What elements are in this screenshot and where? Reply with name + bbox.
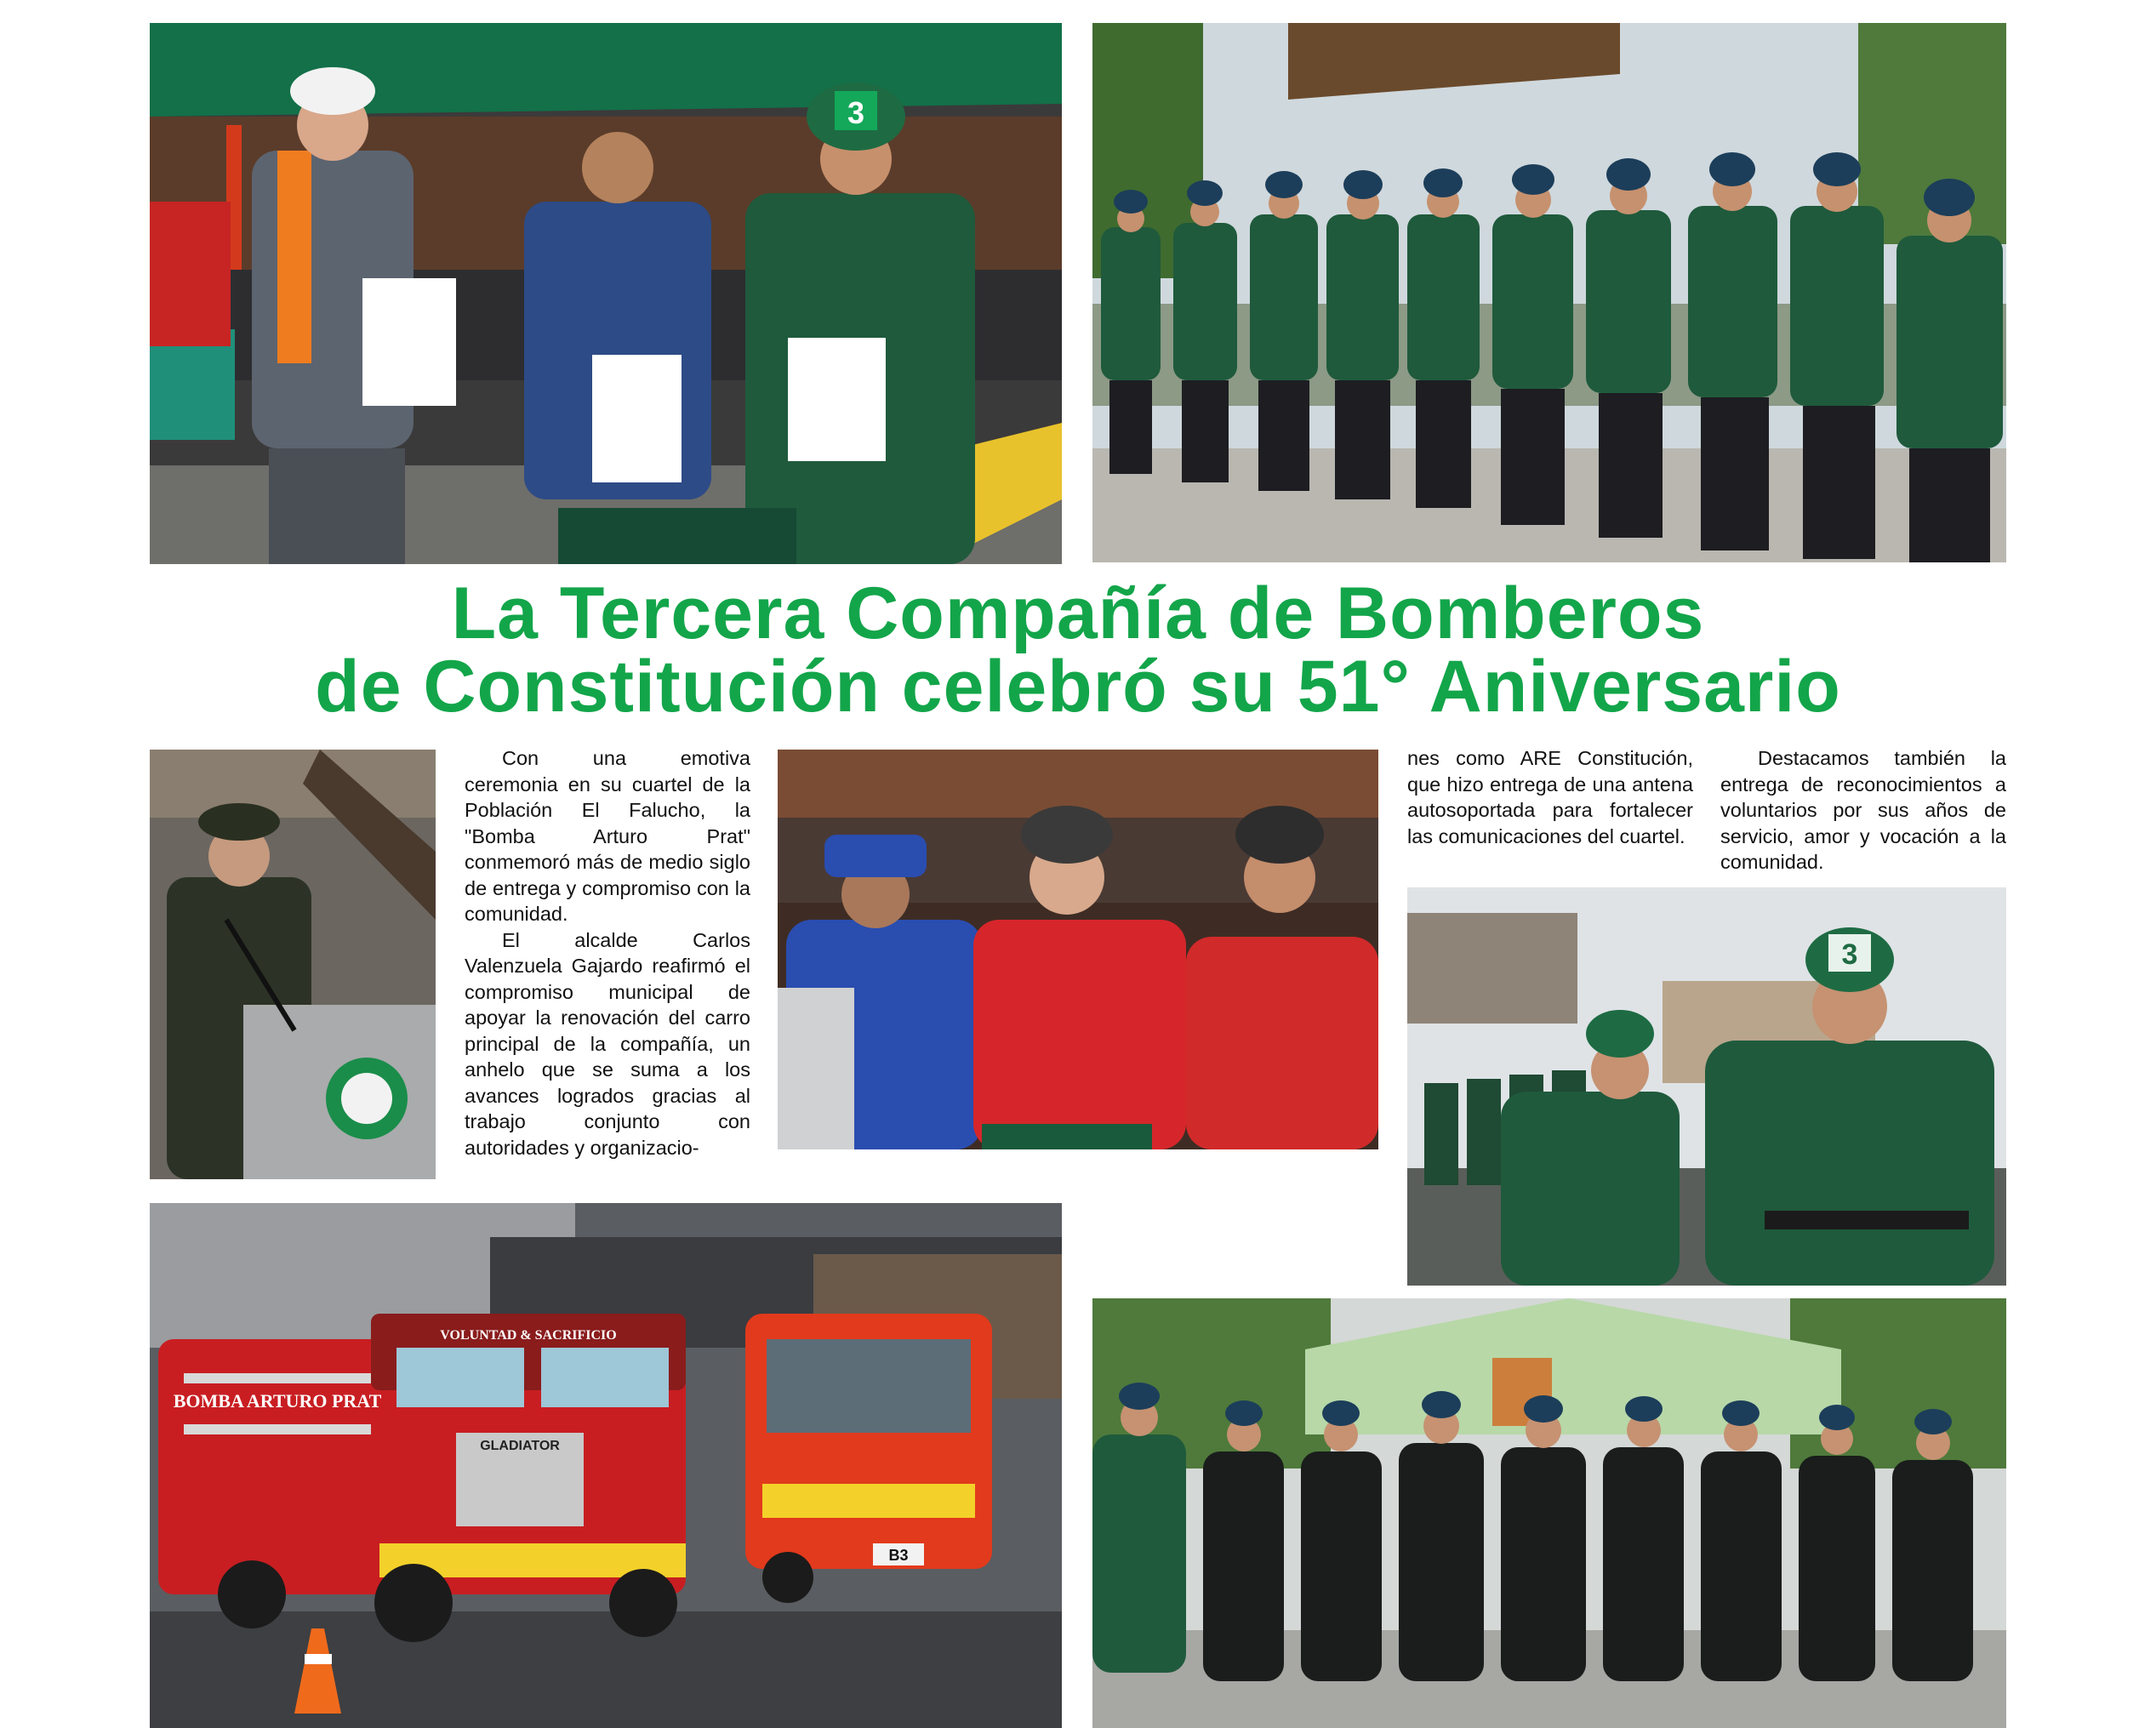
column-3-paragraph-1: Destacamos también la entrega de reconocimientos a voluntarios por sus años de servicio, amor y vocación a la comunidad. xyxy=(1720,747,2006,873)
photo-young-cadets xyxy=(1092,1298,2006,1728)
photo-saluting-officers xyxy=(1407,887,2006,1286)
article-column-2 xyxy=(1407,745,1693,849)
photo-firefighters-formation xyxy=(1092,23,2006,562)
helmet-number-text: 3 xyxy=(847,95,865,130)
column-1-paragraph-2: El alcalde Carlos Valenzuela Gajardo reafirmó el compromiso municipal de apoyar la renovación del carro principal de la compañía, un anhelo que se suma a los avances logrados gracias al trabajo conjunto con autoridades y organizacio- xyxy=(465,928,750,1159)
article-column-1 xyxy=(465,745,750,1161)
truck-plate-text: B3 xyxy=(888,1547,909,1564)
truck-banner-text: VOLUNTAD & SACRIFICIO xyxy=(440,1328,617,1343)
headline-line-2: de Constitución celebró su 51° Aniversario xyxy=(315,646,1841,727)
headline-line-1: La Tercera Compañía de Bomberos xyxy=(451,573,1705,654)
column-2-paragraph-1: nes como ARE Constitución, que hizo entrega de una antena autosoportada para fortalecer las comunicaciones del cuartel. xyxy=(1407,747,1693,847)
photo-officer-speech xyxy=(150,750,436,1179)
article-headline xyxy=(0,573,2156,727)
photo-certificate-presentation xyxy=(150,23,1062,564)
article-column-3 xyxy=(1720,745,2006,875)
photo-seated-veterans xyxy=(778,750,1378,1149)
photo-fire-trucks xyxy=(150,1203,1062,1728)
column-1-paragraph-1: Con una emotiva ceremonia en su cuartel de la Población El Falucho, la "Bomba Arturo Prat" conmemoró más de medio siglo de entrega y compromiso con la comunidad. xyxy=(465,747,750,925)
truck-model-text: GLADIATOR xyxy=(480,1439,560,1453)
helmet-number-text-2: 3 xyxy=(1841,938,1858,971)
truck-name-text: BOMBA ARTURO PRAT xyxy=(173,1390,382,1411)
